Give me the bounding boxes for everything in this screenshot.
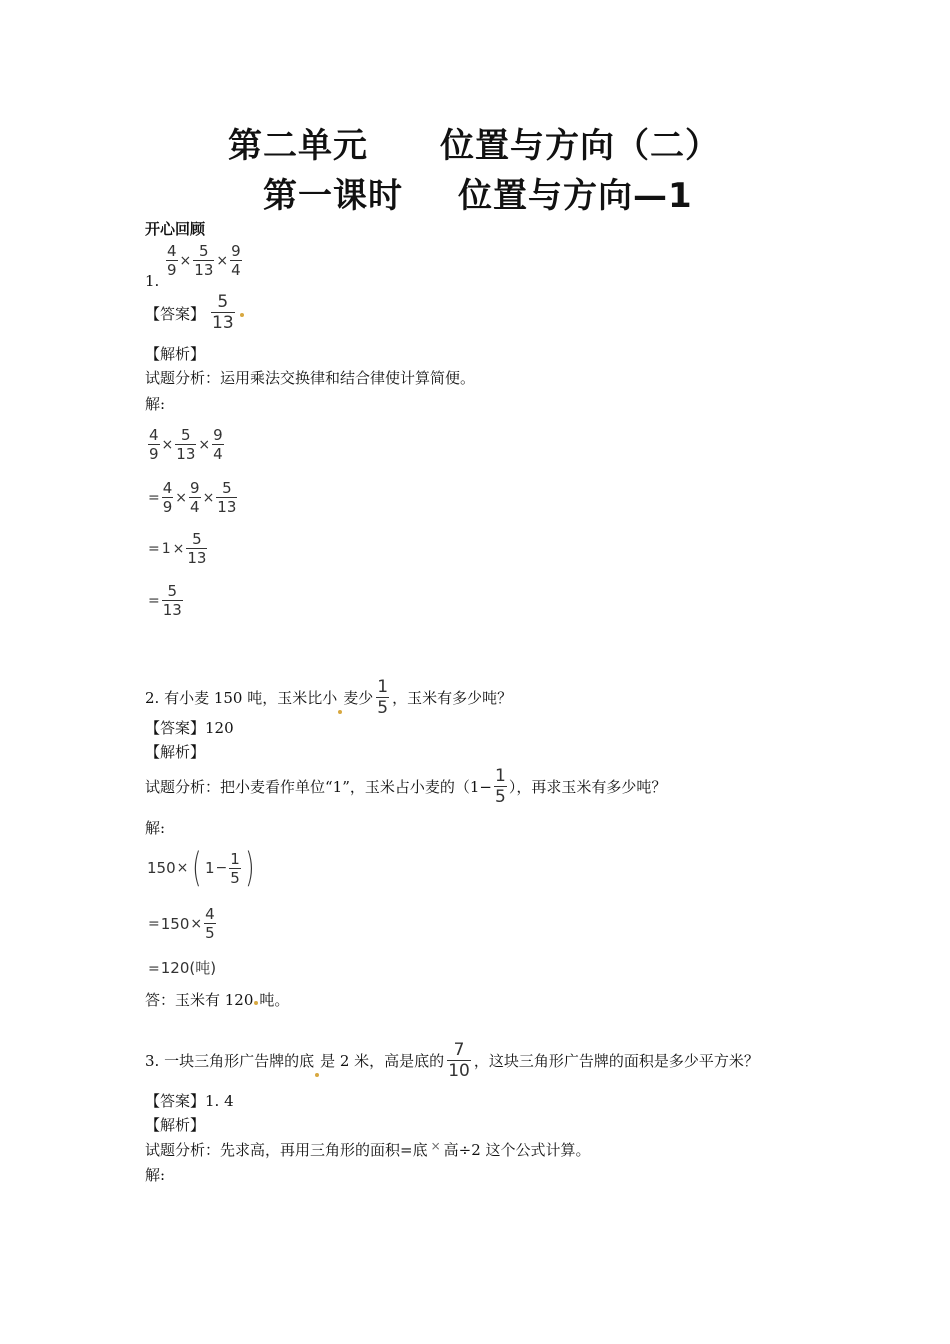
- lesson-title: 第一课时: [263, 176, 403, 216]
- q1-answer-fraction: $\frac{5}{13}$: [210, 292, 244, 333]
- q1-answer-label: 【答案】: [145, 305, 206, 323]
- q1-solution-label: 解:: [145, 395, 166, 413]
- q1-analysis-label: 【解析】: [145, 345, 206, 363]
- unit-subtitle: 位置与方向（二）: [440, 126, 720, 166]
- q2-answer: 【答案】120: [145, 719, 234, 737]
- section-heading: 开心回顾: [145, 220, 206, 238]
- q1-expression: $\frac{4}{9}$ × $\frac{5}{13}$ × $\frac{9}{4}$: [167, 242, 241, 279]
- q1-number: 1.: [145, 272, 160, 290]
- q3-answer: 【答案】1. 4: [145, 1092, 234, 1110]
- q2-analysis-label: 【解析】: [145, 743, 206, 761]
- lesson-subtitle: 位置与方向—1: [458, 176, 693, 216]
- q1-step1: = $\frac{4}{9}$ × $\frac{9}{4}$ × $\frac{5}{13}$: [148, 479, 237, 516]
- q1-step0: $\frac{4}{9}$ × $\frac{5}{13}$ × $\frac{9}{4}$: [149, 426, 223, 463]
- q2-line3: =120(吨): [148, 959, 217, 977]
- q1-step2: = 1 × $\frac{5}{13}$: [148, 530, 207, 567]
- q3-question: 3. 一块三角形广告牌的底 是 2 米，高是底的 $\frac{7}{10}$ ，这块三角形广告牌的面积是多少平方米？: [145, 1040, 759, 1081]
- q2-line2: = 150 × $\frac{4}{5}$: [148, 905, 215, 942]
- q2-question: 2. 有小麦 150 吨，玉米比小 麦少 $\frac{1}{5}$ ，玉米有多少吨？: [145, 677, 513, 718]
- q1-step3: = $\frac{5}{13}$: [148, 582, 182, 619]
- q3-analysis: 试题分析：先求高，再用三角形的面积=底 × 高÷2 这个公式计算。: [145, 1139, 591, 1159]
- q2-conclusion: 答：玉米有 120 吨。: [145, 991, 290, 1009]
- q3-solution-label: 解:: [145, 1166, 166, 1184]
- q2-analysis: 试题分析：把小麦看作单位“1”，玉米占小麦的（1− $\frac{1}{5}$ ），再求玉米有多少吨？: [145, 766, 667, 807]
- q2-line1: 150 × ( 1 − $\frac{1}{5}$ ): [147, 845, 255, 891]
- q1-analysis-text: 试题分析：运用乘法交换律和结合律使计算简便。: [145, 369, 476, 387]
- q2-solution-label: 解:: [145, 819, 166, 837]
- q3-analysis-label: 【解析】: [145, 1116, 206, 1134]
- unit-title: 第二单元: [228, 126, 368, 166]
